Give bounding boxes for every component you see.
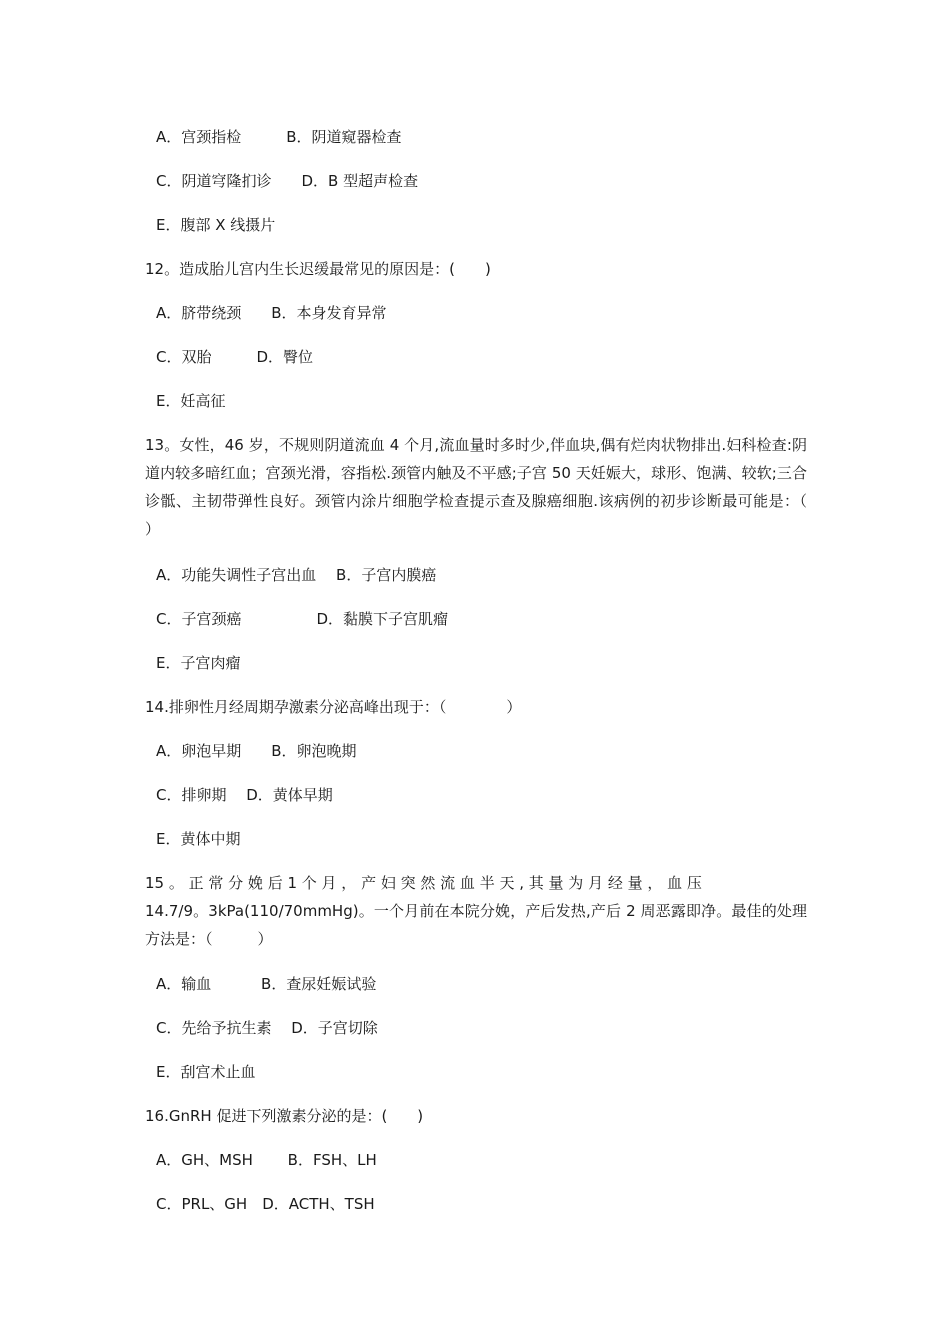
question-13-stem: 13。女性，46 岁，不规则阴道流血 4 个月,流血量时多时少,伴血块,偶有烂肉状物排出.妇科检查:阴道内较多暗红血；宫颈光滑，容指松.颈管内触及不平感;子宫 50 天妊娠大，球形、饱满、较软;三合诊骶、主韧带弹性良好。颈管内涂片细胞学检查提示查及腺癌细胞.该病例的初步诊断最可能是：（ ） [145, 436, 868, 538]
option-row: C．PRL、GH D．ACTH、TSH [156, 1195, 375, 1213]
option-row: E．妊高征 [156, 392, 226, 410]
option-row: A．宫颈指检 B．阴道窥器检查 [156, 128, 402, 146]
option-row: A．输血 B．查尿妊娠试验 [156, 975, 377, 993]
option-row: A．脐带绕颈 B．本身发育异常 [156, 304, 387, 322]
option-row: E．子宫肉瘤 [156, 654, 241, 672]
option-row: A．功能失调性子宫出血 B．子宫内膜癌 [156, 566, 437, 584]
option-row: C．阴道穹隆扪诊 D．B 型超声检查 [156, 172, 419, 190]
question-15-stem-line1: 15 。 正 常 分 娩 后 1 个 月 ， 产 妇 突 然 流 血 半 天 , 其 量 为 月 经 量 ， 血 压 [145, 874, 702, 892]
option-row: C．先给予抗生素 D．子宫切除 [156, 1019, 378, 1037]
question-16-stem: 16.GnRH 促进下列激素分泌的是：( ) [145, 1107, 424, 1125]
option-row: A．卵泡早期 B．卵泡晚期 [156, 742, 357, 760]
option-row: E．黄体中期 [156, 830, 241, 848]
option-row: C．双胎 D．臀位 [156, 348, 314, 366]
question-12-stem: 12。造成胎儿宫内生长迟缓最常见的原因是：( ) [145, 260, 491, 278]
option-row: E．腹部 X 线摄片 [156, 216, 276, 234]
question-15-stem: 14.7/9。3kPa(110/70mmHg)。一个月前在本院分娩，产后发热,产后 2 周恶露即净。最佳的处理方法是：（ ） [145, 902, 807, 948]
option-row: C．子宫颈癌 D．黏膜下子宫肌瘤 [156, 610, 449, 628]
option-row: C．排卵期 D．黄体早期 [156, 786, 333, 804]
option-row: E．刮宫术止血 [156, 1063, 256, 1081]
option-row: A．GH、MSH B．FSH、LH [156, 1151, 377, 1169]
question-14-stem: 14.排卵性月经周期孕激素分泌高峰出现于：（ ） [145, 698, 522, 716]
